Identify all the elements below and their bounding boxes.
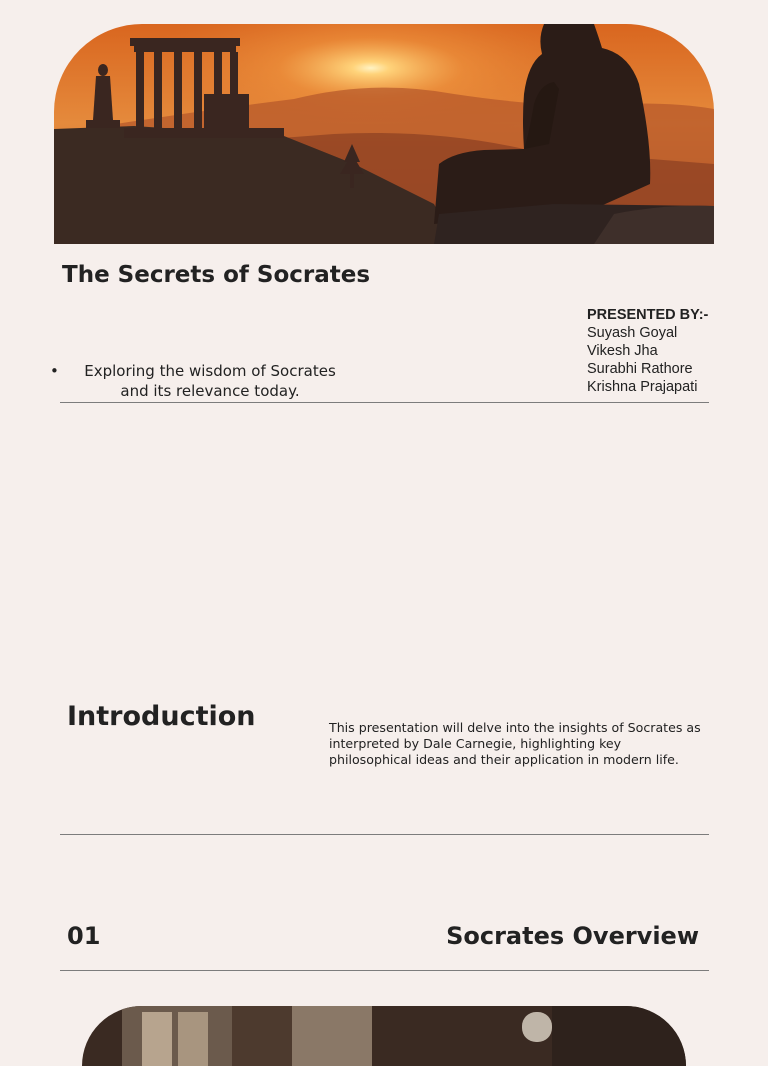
divider-line <box>60 402 709 403</box>
intro-paragraph: This presentation will delve into the insights of Socrates as interpreted by Dale Carnegie, highlighting key philosophical ideas and their application in modern life. <box>329 720 701 767</box>
study-room-illustration <box>82 1006 686 1066</box>
sunset-scene-illustration <box>54 24 714 244</box>
presenter-name: Suyash Goyal <box>587 325 678 341</box>
presenters-heading: PRESENTED BY:- <box>587 307 709 323</box>
presenter-name: Krishna Prajapati <box>587 379 698 395</box>
subtitle-bullet <box>50 361 370 401</box>
divider-line <box>60 834 709 835</box>
presentation-title: The Secrets of Socrates <box>62 262 371 288</box>
intro-heading: Introduction <box>67 701 256 732</box>
section-number: 01 <box>67 922 101 950</box>
next-slide-image <box>82 1006 686 1066</box>
presenter-name: Vikesh Jha <box>587 343 658 359</box>
bullet-line-2: and its relevance today. <box>120 382 300 400</box>
presenters-block <box>587 306 708 396</box>
section-title: Socrates Overview <box>446 922 699 950</box>
bullet-line-1: Exploring the wisdom of Socrates <box>84 362 336 380</box>
divider-line <box>60 970 709 971</box>
presenter-name: Surabhi Rathore <box>587 361 693 377</box>
hero-image <box>54 24 714 244</box>
bullet-text <box>70 361 350 401</box>
bullet-symbol: • <box>50 362 59 380</box>
